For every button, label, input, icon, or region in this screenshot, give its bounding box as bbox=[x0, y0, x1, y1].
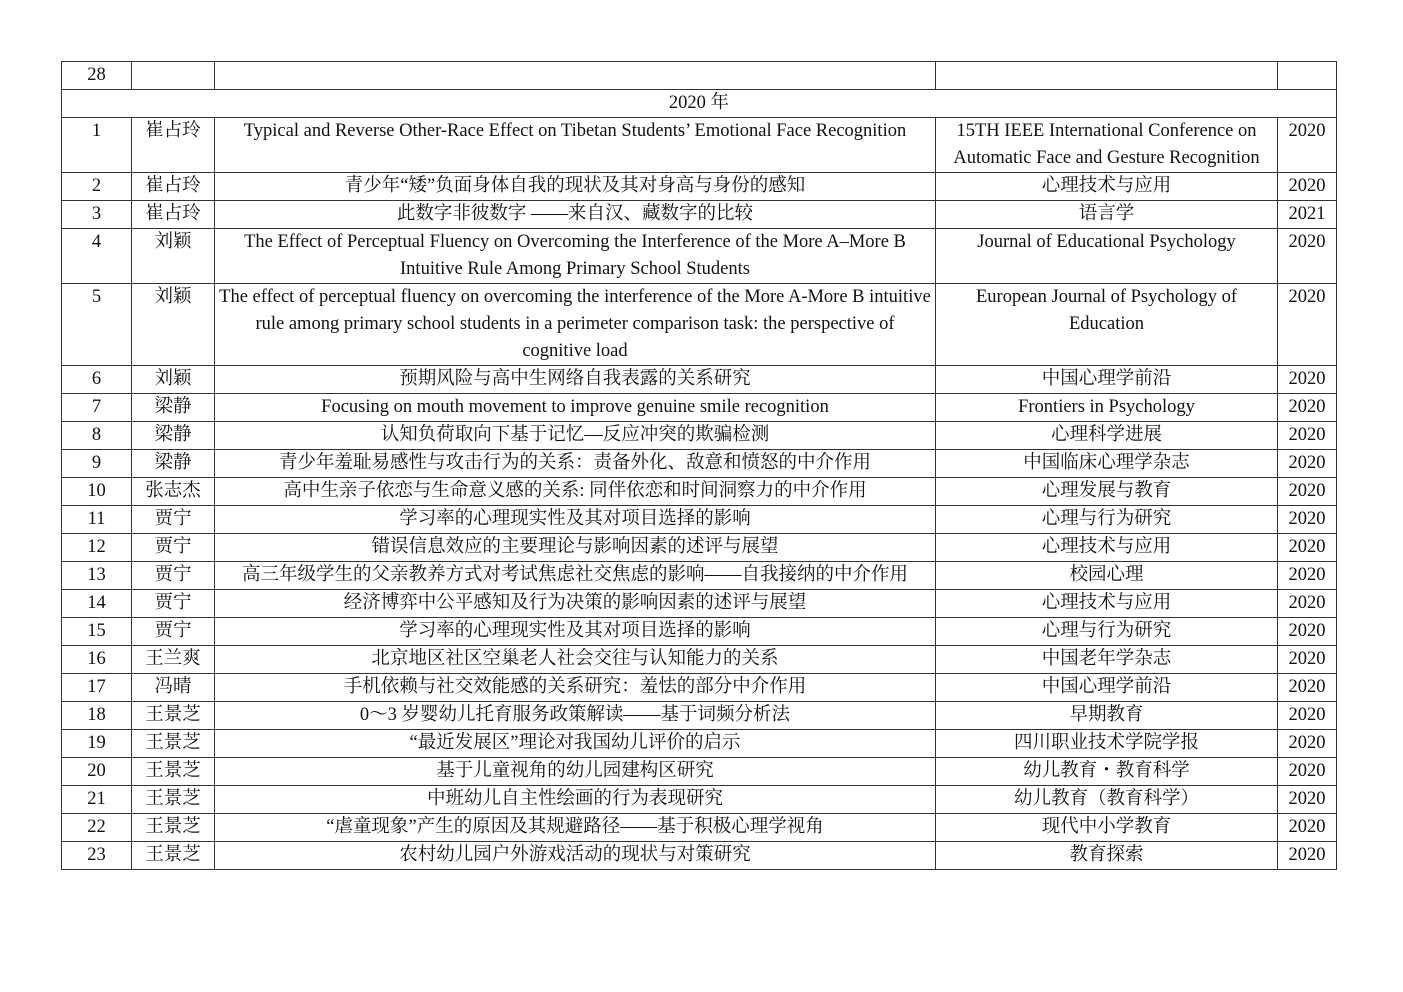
table-row bbox=[62, 201, 1337, 229]
year-cell: 2020 bbox=[1278, 590, 1337, 618]
author-cell: 贾宁 bbox=[132, 534, 215, 562]
row-number: 20 bbox=[62, 758, 132, 786]
title-cell: The Effect of Perceptual Fluency on Overcoming the Interference of the More A–More B Intuitive Rule Among Primary School Students bbox=[215, 229, 936, 284]
table-row bbox=[62, 534, 1337, 562]
title-cell: 基于儿童视角的幼儿园建构区研究 bbox=[215, 758, 936, 786]
title-cell: 青少年羞耻易感性与攻击行为的关系：责备外化、敌意和愤怒的中介作用 bbox=[215, 450, 936, 478]
row-number: 23 bbox=[62, 842, 132, 870]
author-cell: 贾宁 bbox=[132, 562, 215, 590]
year-cell: 2020 bbox=[1278, 730, 1337, 758]
row-number: 17 bbox=[62, 674, 132, 702]
journal-cell: 幼儿教育・教育科学 bbox=[936, 758, 1278, 786]
row-number: 14 bbox=[62, 590, 132, 618]
title-cell: 认知负荷取向下基于记忆—反应冲突的欺骗检测 bbox=[215, 422, 936, 450]
author-cell: 梁静 bbox=[132, 394, 215, 422]
author-cell: 王景芝 bbox=[132, 730, 215, 758]
journal-cell: 中国临床心理学杂志 bbox=[936, 450, 1278, 478]
author-cell: 王景芝 bbox=[132, 842, 215, 870]
table-row bbox=[62, 173, 1337, 201]
row-number: 10 bbox=[62, 478, 132, 506]
row-number: 6 bbox=[62, 366, 132, 394]
journal-cell bbox=[936, 62, 1278, 90]
title-cell: 高三年级学生的父亲教养方式对考试焦虑社交焦虑的影响——自我接纳的中介作用 bbox=[215, 562, 936, 590]
year-cell: 2020 bbox=[1278, 534, 1337, 562]
table-row bbox=[62, 646, 1337, 674]
row-number: 7 bbox=[62, 394, 132, 422]
year-cell: 2020 bbox=[1278, 646, 1337, 674]
year-cell: 2020 bbox=[1278, 786, 1337, 814]
table-row bbox=[62, 506, 1337, 534]
table-row bbox=[62, 674, 1337, 702]
title-cell: Typical and Reverse Other-Race Effect on Tibetan Students’ Emotional Face Recognition bbox=[215, 118, 936, 173]
title-cell: 错误信息效应的主要理论与影响因素的述评与展望 bbox=[215, 534, 936, 562]
journal-cell: 语言学 bbox=[936, 201, 1278, 229]
author-cell: 王兰爽 bbox=[132, 646, 215, 674]
year-cell: 2020 bbox=[1278, 562, 1337, 590]
table-row bbox=[62, 478, 1337, 506]
title-cell: 中班幼儿自主性绘画的行为表现研究 bbox=[215, 786, 936, 814]
year-cell: 2020 bbox=[1278, 478, 1337, 506]
table-row bbox=[62, 229, 1337, 284]
author-cell: 王景芝 bbox=[132, 814, 215, 842]
year-cell: 2020 bbox=[1278, 814, 1337, 842]
table-row bbox=[62, 618, 1337, 646]
year-cell: 2020 bbox=[1278, 618, 1337, 646]
title-cell: “虐童现象”产生的原因及其规避路径——基于积极心理学视角 bbox=[215, 814, 936, 842]
publication-table-body bbox=[62, 62, 1337, 870]
row-number: 8 bbox=[62, 422, 132, 450]
row-number: 13 bbox=[62, 562, 132, 590]
row-number: 2 bbox=[62, 173, 132, 201]
row-number: 5 bbox=[62, 284, 132, 366]
year-cell: 2020 bbox=[1278, 674, 1337, 702]
author-cell: 梁静 bbox=[132, 450, 215, 478]
title-cell bbox=[215, 62, 936, 90]
table-row bbox=[62, 284, 1337, 366]
journal-cell: 现代中小学教育 bbox=[936, 814, 1278, 842]
journal-cell: 心理发展与教育 bbox=[936, 478, 1278, 506]
author-cell: 张志杰 bbox=[132, 478, 215, 506]
author-cell: 贾宁 bbox=[132, 506, 215, 534]
year-cell: 2020 bbox=[1278, 758, 1337, 786]
year-cell: 2020 bbox=[1278, 842, 1337, 870]
table-row bbox=[62, 842, 1337, 870]
author-cell: 王景芝 bbox=[132, 702, 215, 730]
journal-cell: 15TH IEEE International Conference on Automatic Face and Gesture Recognition bbox=[936, 118, 1278, 173]
row-number: 21 bbox=[62, 786, 132, 814]
carry-over-row bbox=[62, 62, 1337, 90]
table-row bbox=[62, 450, 1337, 478]
year-cell: 2021 bbox=[1278, 201, 1337, 229]
journal-cell: 中国心理学前沿 bbox=[936, 674, 1278, 702]
title-cell: 预期风险与高中生网络自我表露的关系研究 bbox=[215, 366, 936, 394]
journal-cell: 幼儿教育（教育科学） bbox=[936, 786, 1278, 814]
author-cell: 崔占玲 bbox=[132, 173, 215, 201]
title-cell: 北京地区社区空巢老人社会交往与认知能力的关系 bbox=[215, 646, 936, 674]
journal-cell: 心理技术与应用 bbox=[936, 534, 1278, 562]
author-cell: 王景芝 bbox=[132, 786, 215, 814]
row-number: 4 bbox=[62, 229, 132, 284]
author-cell: 贾宁 bbox=[132, 590, 215, 618]
row-number: 18 bbox=[62, 702, 132, 730]
table-row bbox=[62, 118, 1337, 173]
row-number: 9 bbox=[62, 450, 132, 478]
journal-cell: 心理与行为研究 bbox=[936, 506, 1278, 534]
row-number: 19 bbox=[62, 730, 132, 758]
publication-table bbox=[61, 61, 1337, 870]
row-number: 1 bbox=[62, 118, 132, 173]
journal-cell: 校园心理 bbox=[936, 562, 1278, 590]
table-row bbox=[62, 758, 1337, 786]
year-cell: 2020 bbox=[1278, 702, 1337, 730]
title-cell: 农村幼儿园户外游戏活动的现状与对策研究 bbox=[215, 842, 936, 870]
author-cell: 崔占玲 bbox=[132, 118, 215, 173]
journal-cell: 中国心理学前沿 bbox=[936, 366, 1278, 394]
author-cell bbox=[132, 62, 215, 90]
row-number: 16 bbox=[62, 646, 132, 674]
title-cell: 经济博弈中公平感知及行为决策的影响因素的述评与展望 bbox=[215, 590, 936, 618]
title-cell: Focusing on mouth movement to improve genuine smile recognition bbox=[215, 394, 936, 422]
table-row bbox=[62, 422, 1337, 450]
journal-cell: 中国老年学杂志 bbox=[936, 646, 1278, 674]
author-cell: 冯晴 bbox=[132, 674, 215, 702]
journal-cell: 早期教育 bbox=[936, 702, 1278, 730]
title-cell: The effect of perceptual fluency on overcoming the interference of the More A-More B intuitive rule among primary school students in a perimeter comparison task: the perspective of cognitive load bbox=[215, 284, 936, 366]
year-cell: 2020 bbox=[1278, 422, 1337, 450]
publication-list-page bbox=[61, 61, 1336, 870]
title-cell: 青少年“矮”负面身体自我的现状及其对身高与身份的感知 bbox=[215, 173, 936, 201]
title-cell: 学习率的心理现实性及其对项目选择的影响 bbox=[215, 618, 936, 646]
year-section-header: 2020 年 bbox=[62, 90, 1337, 118]
year-cell bbox=[1278, 62, 1337, 90]
journal-cell: 心理技术与应用 bbox=[936, 173, 1278, 201]
year-cell: 2020 bbox=[1278, 173, 1337, 201]
table-row bbox=[62, 786, 1337, 814]
year-cell: 2020 bbox=[1278, 394, 1337, 422]
year-cell: 2020 bbox=[1278, 450, 1337, 478]
year-section-row bbox=[62, 90, 1337, 118]
row-number: 12 bbox=[62, 534, 132, 562]
year-cell: 2020 bbox=[1278, 229, 1337, 284]
journal-cell: 心理技术与应用 bbox=[936, 590, 1278, 618]
table-row bbox=[62, 730, 1337, 758]
journal-cell: European Journal of Psychology of Education bbox=[936, 284, 1278, 366]
year-cell: 2020 bbox=[1278, 366, 1337, 394]
title-cell: 高中生亲子依恋与生命意义感的关系: 同伴依恋和时间洞察力的中介作用 bbox=[215, 478, 936, 506]
title-cell: 手机依赖与社交效能感的关系研究：羞怯的部分中介作用 bbox=[215, 674, 936, 702]
title-cell: 0～3 岁婴幼儿托育服务政策解读——基于词频分析法 bbox=[215, 702, 936, 730]
table-row bbox=[62, 814, 1337, 842]
author-cell: 刘颖 bbox=[132, 229, 215, 284]
row-number: 28 bbox=[62, 62, 132, 90]
author-cell: 刘颖 bbox=[132, 284, 215, 366]
journal-cell: Frontiers in Psychology bbox=[936, 394, 1278, 422]
row-number: 22 bbox=[62, 814, 132, 842]
title-cell: 学习率的心理现实性及其对项目选择的影响 bbox=[215, 506, 936, 534]
year-cell: 2020 bbox=[1278, 506, 1337, 534]
author-cell: 刘颖 bbox=[132, 366, 215, 394]
author-cell: 崔占玲 bbox=[132, 201, 215, 229]
table-row bbox=[62, 590, 1337, 618]
journal-cell: Journal of Educational Psychology bbox=[936, 229, 1278, 284]
table-row bbox=[62, 394, 1337, 422]
title-cell: “最近发展区”理论对我国幼儿评价的启示 bbox=[215, 730, 936, 758]
journal-cell: 心理与行为研究 bbox=[936, 618, 1278, 646]
journal-cell: 教育探索 bbox=[936, 842, 1278, 870]
title-cell: 此数字非彼数字 ——来自汉、藏数字的比较 bbox=[215, 201, 936, 229]
table-row bbox=[62, 366, 1337, 394]
table-row bbox=[62, 702, 1337, 730]
year-cell: 2020 bbox=[1278, 118, 1337, 173]
row-number: 15 bbox=[62, 618, 132, 646]
year-cell: 2020 bbox=[1278, 284, 1337, 366]
journal-cell: 心理科学进展 bbox=[936, 422, 1278, 450]
author-cell: 梁静 bbox=[132, 422, 215, 450]
author-cell: 贾宁 bbox=[132, 618, 215, 646]
row-number: 3 bbox=[62, 201, 132, 229]
journal-cell: 四川职业技术学院学报 bbox=[936, 730, 1278, 758]
table-row bbox=[62, 562, 1337, 590]
author-cell: 王景芝 bbox=[132, 758, 215, 786]
row-number: 11 bbox=[62, 506, 132, 534]
